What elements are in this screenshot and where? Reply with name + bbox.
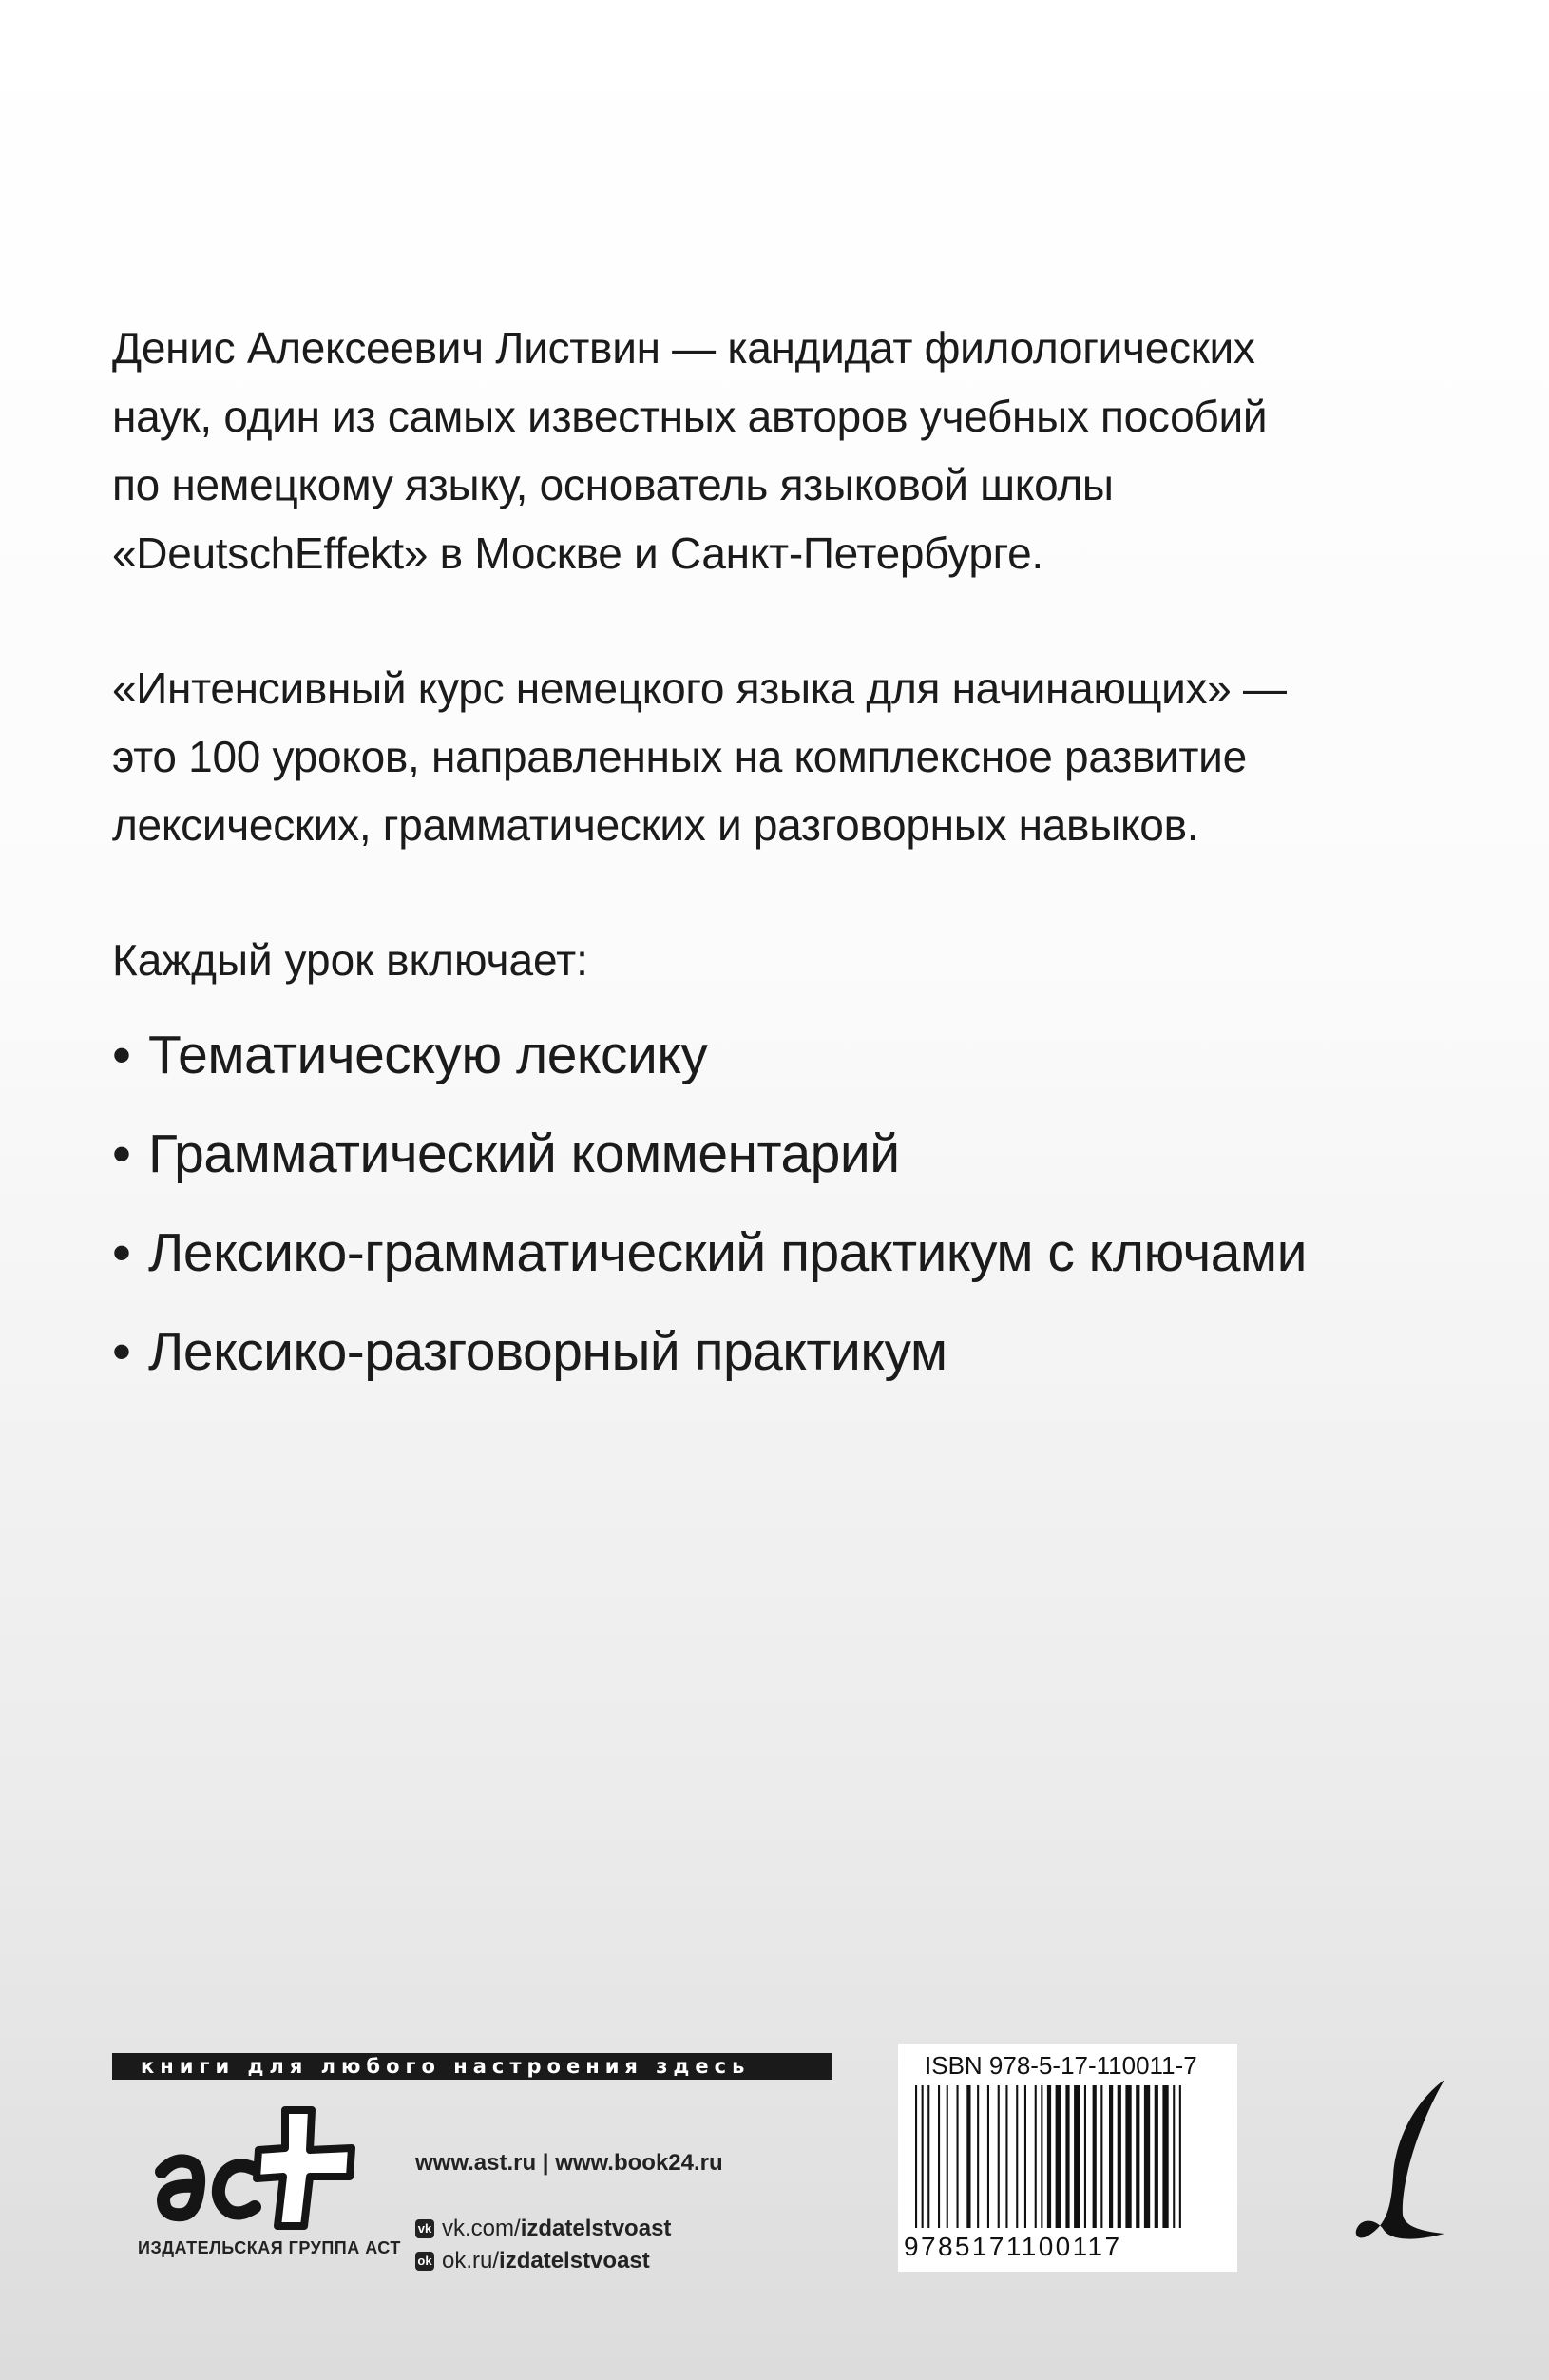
barcode-bar — [1035, 2085, 1037, 2228]
ok-link-handle: izdatelstvoast — [499, 2248, 650, 2274]
bullet-icon: • — [112, 1321, 131, 1382]
website-links[interactable]: www.ast.ru | www.book24.ru — [415, 2150, 723, 2176]
publisher-logo — [143, 2101, 380, 2234]
barcode-bar — [966, 2085, 970, 2228]
bullet-icon: • — [112, 1123, 131, 1184]
barcode-bar — [1125, 2085, 1131, 2228]
barcode-bar — [938, 2085, 940, 2228]
back-cover-text — [112, 314, 1443, 1401]
barcode-bar — [1109, 2085, 1113, 2228]
barcode-bar — [1047, 2085, 1051, 2228]
slogan-strip: книги для любого настроения здесь — [112, 2053, 832, 2080]
vk-link[interactable] — [415, 2213, 723, 2245]
vk-icon: vk — [415, 2219, 434, 2238]
bullet-icon: • — [112, 1222, 131, 1283]
list-item — [112, 1104, 1443, 1203]
ok-link[interactable] — [415, 2245, 723, 2277]
list-item-text: Лексико-грамматический практикум с ключами — [148, 1222, 1307, 1283]
author-bio-line: по немецкому языку, основатель языковой школы — [112, 460, 1114, 509]
bullet-icon: • — [112, 1025, 131, 1085]
barcode-bar — [1084, 2085, 1086, 2228]
barcode-bar — [1041, 2085, 1042, 2228]
barcode-bar — [922, 2085, 924, 2228]
barcode-bar — [1179, 2085, 1181, 2228]
barcode-bar — [1065, 2085, 1069, 2228]
barcode-bar — [1005, 2085, 1007, 2228]
barcode-bar — [1173, 2085, 1175, 2228]
barcode-bar — [927, 2085, 929, 2228]
author-bio — [112, 314, 1443, 587]
barcode-bar — [1155, 2085, 1158, 2228]
barcode-bar — [1024, 2085, 1026, 2228]
publisher-caption: ИЗДАТЕЛЬСКАЯ ГРУППА АСТ — [138, 2238, 401, 2257]
publisher-links — [415, 2150, 723, 2277]
barcode-bar — [977, 2085, 979, 2228]
barcode-bar — [947, 2085, 948, 2228]
course-description — [112, 654, 1443, 859]
barcode-bar — [987, 2085, 989, 2228]
lesson-contents-list — [112, 1006, 1443, 1401]
course-description-line: «Интенсивный курс немецкого языка для начинающих» — — [112, 663, 1287, 713]
isbn-barcode-box — [898, 2044, 1237, 2272]
author-bio-line: «DeutschEffekt» в Москве и Санкт-Петербурге. — [112, 528, 1043, 578]
author-bio-line: Денис Алексеевич Листвин — кандидат филологических — [112, 323, 1255, 373]
barcode-bar — [1074, 2085, 1080, 2228]
list-item — [112, 1302, 1443, 1401]
vk-link-prefix: vk.com/ — [442, 2216, 521, 2241]
list-item — [112, 1203, 1443, 1302]
barcode-bar — [998, 2085, 1000, 2228]
feather-logo-icon — [1349, 2072, 1463, 2253]
barcode-bar — [915, 2085, 917, 2228]
barcode-bar — [1118, 2085, 1121, 2228]
barcode-bar — [1136, 2085, 1139, 2228]
list-item-text: Тематическую лексику — [148, 1025, 708, 1085]
publisher-logo-text: аст — [143, 2101, 144, 2102]
barcode-bar — [1100, 2085, 1102, 2228]
vk-link-handle: izdatelstvoast — [520, 2216, 672, 2241]
lesson-intro: Каждый урок включает: — [112, 935, 588, 985]
barcode-bar — [957, 2085, 959, 2228]
barcode-bar — [1016, 2085, 1018, 2228]
author-bio-line: наук, один из самых известных авторов учебных пособий — [112, 392, 1268, 441]
list-item-text: Лексико-разговорный практикум — [148, 1321, 947, 1382]
barcode-bar — [1144, 2085, 1150, 2228]
barcode-bar — [1093, 2085, 1097, 2228]
list-item-text: Грамматический комментарий — [148, 1123, 900, 1184]
list-item — [112, 1006, 1443, 1104]
course-description-line: лексических, грамматических и разговорных навыков. — [112, 800, 1199, 850]
course-description-line: это 100 уроков, направленных на комплексное развитие — [112, 732, 1247, 781]
barcode-bar — [1056, 2085, 1061, 2228]
isbn-label: ISBN 978-5-17-110011-7 — [925, 2051, 1197, 2080]
ok-link-prefix: ok.ru/ — [442, 2248, 500, 2274]
barcode — [911, 2085, 1225, 2228]
barcode-bar — [1162, 2085, 1168, 2228]
ok-icon: ok — [415, 2252, 434, 2271]
isbn-digits: 9785171100117 — [904, 2232, 1122, 2261]
